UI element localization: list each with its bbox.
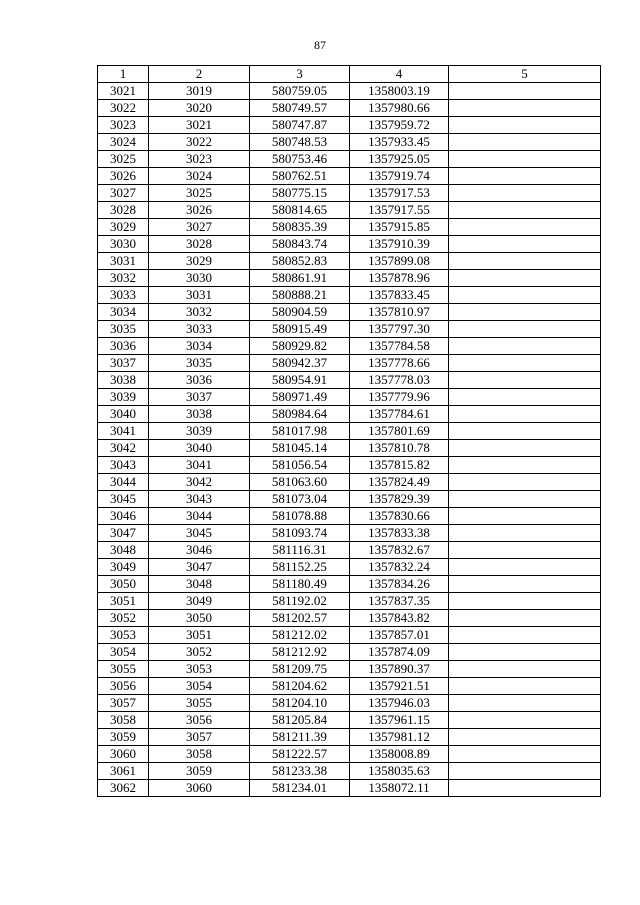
table-cell-col-5 — [449, 729, 601, 746]
table-cell-col-4: 1357980.66 — [350, 100, 449, 117]
table-cell-col-5 — [449, 610, 601, 627]
table-cell-col-1: 3023 — [98, 117, 149, 134]
table-cell-col-5 — [449, 253, 601, 270]
table-cell-col-1: 3061 — [98, 763, 149, 780]
table-cell-col-3: 580929.82 — [250, 338, 350, 355]
table-cell-col-4: 1357843.82 — [350, 610, 449, 627]
table-row — [98, 542, 601, 559]
table-cell-col-4: 1357981.12 — [350, 729, 449, 746]
table-cell-col-4: 1357946.03 — [350, 695, 449, 712]
table-cell-col-4: 1357959.72 — [350, 117, 449, 134]
table-cell-col-5 — [449, 763, 601, 780]
table-cell-col-1: 3053 — [98, 627, 149, 644]
column-header-2: 2 — [149, 66, 250, 83]
table-cell-col-4: 1357874.09 — [350, 644, 449, 661]
table-cell-col-3: 580749.57 — [250, 100, 350, 117]
table-cell-col-4: 1357824.49 — [350, 474, 449, 491]
table-row — [98, 746, 601, 763]
table-cell-col-1: 3035 — [98, 321, 149, 338]
table-row — [98, 712, 601, 729]
table-cell-col-3: 580852.83 — [250, 253, 350, 270]
table-cell-col-2: 3049 — [149, 593, 250, 610]
table-row — [98, 83, 601, 100]
table-row — [98, 338, 601, 355]
table-cell-col-3: 580971.49 — [250, 389, 350, 406]
table-cell-col-1: 3060 — [98, 746, 149, 763]
table-cell-col-3: 580814.65 — [250, 202, 350, 219]
table-cell-col-2: 3032 — [149, 304, 250, 321]
table-cell-col-3: 581211.39 — [250, 729, 350, 746]
table-cell-col-5 — [449, 508, 601, 525]
table-cell-col-5 — [449, 644, 601, 661]
table-cell-col-2: 3020 — [149, 100, 250, 117]
table-cell-col-3: 581234.01 — [250, 780, 350, 797]
table-cell-col-4: 1357784.61 — [350, 406, 449, 423]
table-cell-col-2: 3059 — [149, 763, 250, 780]
table-cell-col-1: 3047 — [98, 525, 149, 542]
table-cell-col-1: 3026 — [98, 168, 149, 185]
table-cell-col-5 — [449, 746, 601, 763]
table-cell-col-3: 580915.49 — [250, 321, 350, 338]
table-cell-col-3: 581045.14 — [250, 440, 350, 457]
table-cell-col-4: 1357961.15 — [350, 712, 449, 729]
table-cell-col-5 — [449, 83, 601, 100]
table-cell-col-4: 1357797.30 — [350, 321, 449, 338]
table-cell-col-3: 581209.75 — [250, 661, 350, 678]
column-header-3: 3 — [250, 66, 350, 83]
table-cell-col-3: 580753.46 — [250, 151, 350, 168]
table-cell-col-2: 3060 — [149, 780, 250, 797]
table-row — [98, 304, 601, 321]
table-cell-col-1: 3059 — [98, 729, 149, 746]
table-cell-col-2: 3037 — [149, 389, 250, 406]
table-row — [98, 287, 601, 304]
table-cell-col-3: 580835.39 — [250, 219, 350, 236]
table-cell-col-4: 1357778.03 — [350, 372, 449, 389]
column-header-5: 5 — [449, 66, 601, 83]
table-cell-col-3: 581073.04 — [250, 491, 350, 508]
table-cell-col-1: 3031 — [98, 253, 149, 270]
table-row — [98, 593, 601, 610]
table-cell-col-5 — [449, 151, 601, 168]
table-row — [98, 695, 601, 712]
table-cell-col-3: 581233.38 — [250, 763, 350, 780]
table-cell-col-5 — [449, 134, 601, 151]
table-cell-col-1: 3025 — [98, 151, 149, 168]
table-row — [98, 372, 601, 389]
table-cell-col-5 — [449, 559, 601, 576]
table-cell-col-5 — [449, 406, 601, 423]
table-cell-col-1: 3042 — [98, 440, 149, 457]
table-cell-col-2: 3048 — [149, 576, 250, 593]
table-cell-col-5 — [449, 338, 601, 355]
table-cell-col-3: 581063.60 — [250, 474, 350, 491]
table-cell-col-4: 1357778.66 — [350, 355, 449, 372]
table-cell-col-4: 1357878.96 — [350, 270, 449, 287]
table-cell-col-3: 580904.59 — [250, 304, 350, 321]
table-cell-col-3: 581116.31 — [250, 542, 350, 559]
table-cell-col-1: 3029 — [98, 219, 149, 236]
table-cell-col-5 — [449, 185, 601, 202]
table-cell-col-5 — [449, 678, 601, 695]
table-cell-col-4: 1357910.39 — [350, 236, 449, 253]
table-cell-col-4: 1357833.45 — [350, 287, 449, 304]
table-row — [98, 168, 601, 185]
table-row — [98, 440, 601, 457]
table-cell-col-1: 3022 — [98, 100, 149, 117]
table-row — [98, 270, 601, 287]
table-cell-col-5 — [449, 780, 601, 797]
column-header-1: 1 — [98, 66, 149, 83]
table-cell-col-1: 3054 — [98, 644, 149, 661]
table-cell-col-5 — [449, 219, 601, 236]
table-row — [98, 729, 601, 746]
table-cell-col-5 — [449, 695, 601, 712]
table-cell-col-4: 1357919.74 — [350, 168, 449, 185]
table-cell-col-1: 3048 — [98, 542, 149, 559]
table-cell-col-2: 3042 — [149, 474, 250, 491]
table-row — [98, 134, 601, 151]
table-cell-col-2: 3024 — [149, 168, 250, 185]
table-row — [98, 202, 601, 219]
table-cell-col-1: 3039 — [98, 389, 149, 406]
table-cell-col-3: 580759.05 — [250, 83, 350, 100]
table-cell-col-3: 580775.15 — [250, 185, 350, 202]
table-cell-col-2: 3036 — [149, 372, 250, 389]
table-cell-col-3: 581078.88 — [250, 508, 350, 525]
table-cell-col-2: 3054 — [149, 678, 250, 695]
table-cell-col-5 — [449, 389, 601, 406]
table-cell-col-1: 3030 — [98, 236, 149, 253]
table-cell-col-1: 3032 — [98, 270, 149, 287]
table-cell-col-4: 1357830.66 — [350, 508, 449, 525]
table-cell-col-1: 3033 — [98, 287, 149, 304]
table-body — [98, 83, 601, 797]
table-cell-col-3: 581204.10 — [250, 695, 350, 712]
table-row — [98, 644, 601, 661]
table-cell-col-5 — [449, 593, 601, 610]
table-cell-col-2: 3034 — [149, 338, 250, 355]
table-cell-col-4: 1357779.96 — [350, 389, 449, 406]
table-cell-col-3: 580861.91 — [250, 270, 350, 287]
table-cell-col-3: 581212.02 — [250, 627, 350, 644]
table-cell-col-3: 581202.57 — [250, 610, 350, 627]
table-cell-col-1: 3056 — [98, 678, 149, 695]
table-cell-col-3: 580888.21 — [250, 287, 350, 304]
table-cell-col-4: 1357933.45 — [350, 134, 449, 151]
table-cell-col-5 — [449, 355, 601, 372]
table-cell-col-5 — [449, 627, 601, 644]
table-cell-col-5 — [449, 372, 601, 389]
table-row — [98, 151, 601, 168]
table-cell-col-3: 581205.84 — [250, 712, 350, 729]
table-cell-col-5 — [449, 100, 601, 117]
table-cell-col-3: 581180.49 — [250, 576, 350, 593]
table-cell-col-5 — [449, 202, 601, 219]
table-cell-col-1: 3024 — [98, 134, 149, 151]
header-row — [98, 66, 601, 83]
table-cell-col-2: 3027 — [149, 219, 250, 236]
table-cell-col-4: 1357925.05 — [350, 151, 449, 168]
table-row — [98, 661, 601, 678]
table-cell-col-3: 580843.74 — [250, 236, 350, 253]
table-cell-col-4: 1357832.67 — [350, 542, 449, 559]
table-cell-col-2: 3046 — [149, 542, 250, 559]
table-cell-col-4: 1357837.35 — [350, 593, 449, 610]
table-row — [98, 236, 601, 253]
table-cell-col-3: 580747.87 — [250, 117, 350, 134]
table-cell-col-3: 581056.54 — [250, 457, 350, 474]
table-cell-col-1: 3051 — [98, 593, 149, 610]
table-cell-col-5 — [449, 491, 601, 508]
table-cell-col-4: 1357832.24 — [350, 559, 449, 576]
table-cell-col-2: 3045 — [149, 525, 250, 542]
table-cell-col-1: 3034 — [98, 304, 149, 321]
table-cell-col-2: 3055 — [149, 695, 250, 712]
table-cell-col-2: 3041 — [149, 457, 250, 474]
table-cell-col-5 — [449, 423, 601, 440]
table-cell-col-1: 3058 — [98, 712, 149, 729]
table-row — [98, 389, 601, 406]
table-cell-col-5 — [449, 525, 601, 542]
table-cell-col-2: 3056 — [149, 712, 250, 729]
table-cell-col-4: 1357917.55 — [350, 202, 449, 219]
table-cell-col-4: 1358072.11 — [350, 780, 449, 797]
table-cell-col-2: 3033 — [149, 321, 250, 338]
table-cell-col-5 — [449, 712, 601, 729]
table-cell-col-1: 3049 — [98, 559, 149, 576]
table-cell-col-4: 1358003.19 — [350, 83, 449, 100]
table-row — [98, 508, 601, 525]
coordinates-table — [97, 65, 601, 797]
table-cell-col-1: 3050 — [98, 576, 149, 593]
table-cell-col-4: 1357801.69 — [350, 423, 449, 440]
table-cell-col-4: 1357833.38 — [350, 525, 449, 542]
table-cell-col-5 — [449, 576, 601, 593]
table-cell-col-3: 581212.92 — [250, 644, 350, 661]
table-cell-col-5 — [449, 236, 601, 253]
table-cell-col-2: 3040 — [149, 440, 250, 457]
table-cell-col-2: 3023 — [149, 151, 250, 168]
table-cell-col-2: 3044 — [149, 508, 250, 525]
table-cell-col-1: 3062 — [98, 780, 149, 797]
table-cell-col-1: 3046 — [98, 508, 149, 525]
table-cell-col-2: 3026 — [149, 202, 250, 219]
table-row — [98, 423, 601, 440]
table-row — [98, 780, 601, 797]
table-cell-col-3: 580762.51 — [250, 168, 350, 185]
table-row — [98, 491, 601, 508]
table-cell-col-4: 1358035.63 — [350, 763, 449, 780]
table-cell-col-1: 3045 — [98, 491, 149, 508]
table-cell-col-5 — [449, 304, 601, 321]
table-row — [98, 219, 601, 236]
table-cell-col-1: 3044 — [98, 474, 149, 491]
table-cell-col-2: 3029 — [149, 253, 250, 270]
table-cell-col-2: 3057 — [149, 729, 250, 746]
table-cell-col-4: 1358008.89 — [350, 746, 449, 763]
table-row — [98, 678, 601, 695]
table-cell-col-4: 1357834.26 — [350, 576, 449, 593]
table-cell-col-1: 3038 — [98, 372, 149, 389]
table-row — [98, 525, 601, 542]
table-row — [98, 185, 601, 202]
table-cell-col-4: 1357784.58 — [350, 338, 449, 355]
table-cell-col-3: 580942.37 — [250, 355, 350, 372]
table-cell-col-1: 3057 — [98, 695, 149, 712]
table-cell-col-2: 3022 — [149, 134, 250, 151]
page-number: 87 — [314, 38, 326, 52]
table-cell-col-3: 580748.53 — [250, 134, 350, 151]
table-cell-col-4: 1357899.08 — [350, 253, 449, 270]
table-cell-col-2: 3038 — [149, 406, 250, 423]
table-cell-col-2: 3050 — [149, 610, 250, 627]
table-cell-col-3: 581192.02 — [250, 593, 350, 610]
table-row — [98, 457, 601, 474]
table-cell-col-2: 3043 — [149, 491, 250, 508]
table-row — [98, 474, 601, 491]
table-row — [98, 627, 601, 644]
table-cell-col-5 — [449, 440, 601, 457]
table-cell-col-5 — [449, 321, 601, 338]
table-cell-col-2: 3025 — [149, 185, 250, 202]
table-row — [98, 100, 601, 117]
table-cell-col-2: 3028 — [149, 236, 250, 253]
table-cell-col-4: 1357857.01 — [350, 627, 449, 644]
table-cell-col-3: 581204.62 — [250, 678, 350, 695]
table-cell-col-1: 3055 — [98, 661, 149, 678]
table-cell-col-5 — [449, 168, 601, 185]
table-cell-col-5 — [449, 542, 601, 559]
table-cell-col-1: 3041 — [98, 423, 149, 440]
table-cell-col-5 — [449, 457, 601, 474]
table-cell-col-4: 1357810.97 — [350, 304, 449, 321]
table-cell-col-2: 3021 — [149, 117, 250, 134]
table-cell-col-3: 581093.74 — [250, 525, 350, 542]
table-row — [98, 559, 601, 576]
table-row — [98, 763, 601, 780]
table-cell-col-4: 1357915.85 — [350, 219, 449, 236]
table-cell-col-2: 3039 — [149, 423, 250, 440]
table-cell-col-3: 581017.98 — [250, 423, 350, 440]
table-cell-col-3: 580984.64 — [250, 406, 350, 423]
table-cell-col-4: 1357829.39 — [350, 491, 449, 508]
table-row — [98, 610, 601, 627]
table-cell-col-4: 1357921.51 — [350, 678, 449, 695]
table-cell-col-2: 3047 — [149, 559, 250, 576]
table-cell-col-4: 1357890.37 — [350, 661, 449, 678]
table-row — [98, 117, 601, 134]
table-cell-col-2: 3035 — [149, 355, 250, 372]
table-cell-col-1: 3021 — [98, 83, 149, 100]
table-row — [98, 253, 601, 270]
table-cell-col-5 — [449, 661, 601, 678]
table-cell-col-2: 3053 — [149, 661, 250, 678]
table-row — [98, 355, 601, 372]
table-cell-col-5 — [449, 474, 601, 491]
table-cell-col-5 — [449, 270, 601, 287]
table-cell-col-4: 1357810.78 — [350, 440, 449, 457]
column-header-4: 4 — [350, 66, 449, 83]
table-cell-col-1: 3043 — [98, 457, 149, 474]
table-cell-col-5 — [449, 117, 601, 134]
table-row — [98, 321, 601, 338]
table-row — [98, 406, 601, 423]
table-cell-col-3: 580954.91 — [250, 372, 350, 389]
table-cell-col-3: 581222.57 — [250, 746, 350, 763]
table-cell-col-1: 3027 — [98, 185, 149, 202]
table-cell-col-4: 1357815.82 — [350, 457, 449, 474]
table-cell-col-1: 3028 — [98, 202, 149, 219]
table-cell-col-4: 1357917.53 — [350, 185, 449, 202]
table-cell-col-5 — [449, 287, 601, 304]
table-cell-col-3: 581152.25 — [250, 559, 350, 576]
table-cell-col-1: 3036 — [98, 338, 149, 355]
table-cell-col-2: 3030 — [149, 270, 250, 287]
table-row — [98, 576, 601, 593]
table-cell-col-2: 3031 — [149, 287, 250, 304]
table-cell-col-2: 3051 — [149, 627, 250, 644]
table-cell-col-1: 3040 — [98, 406, 149, 423]
table-cell-col-2: 3058 — [149, 746, 250, 763]
table-cell-col-2: 3019 — [149, 83, 250, 100]
table-cell-col-1: 3037 — [98, 355, 149, 372]
table-cell-col-2: 3052 — [149, 644, 250, 661]
table-cell-col-1: 3052 — [98, 610, 149, 627]
